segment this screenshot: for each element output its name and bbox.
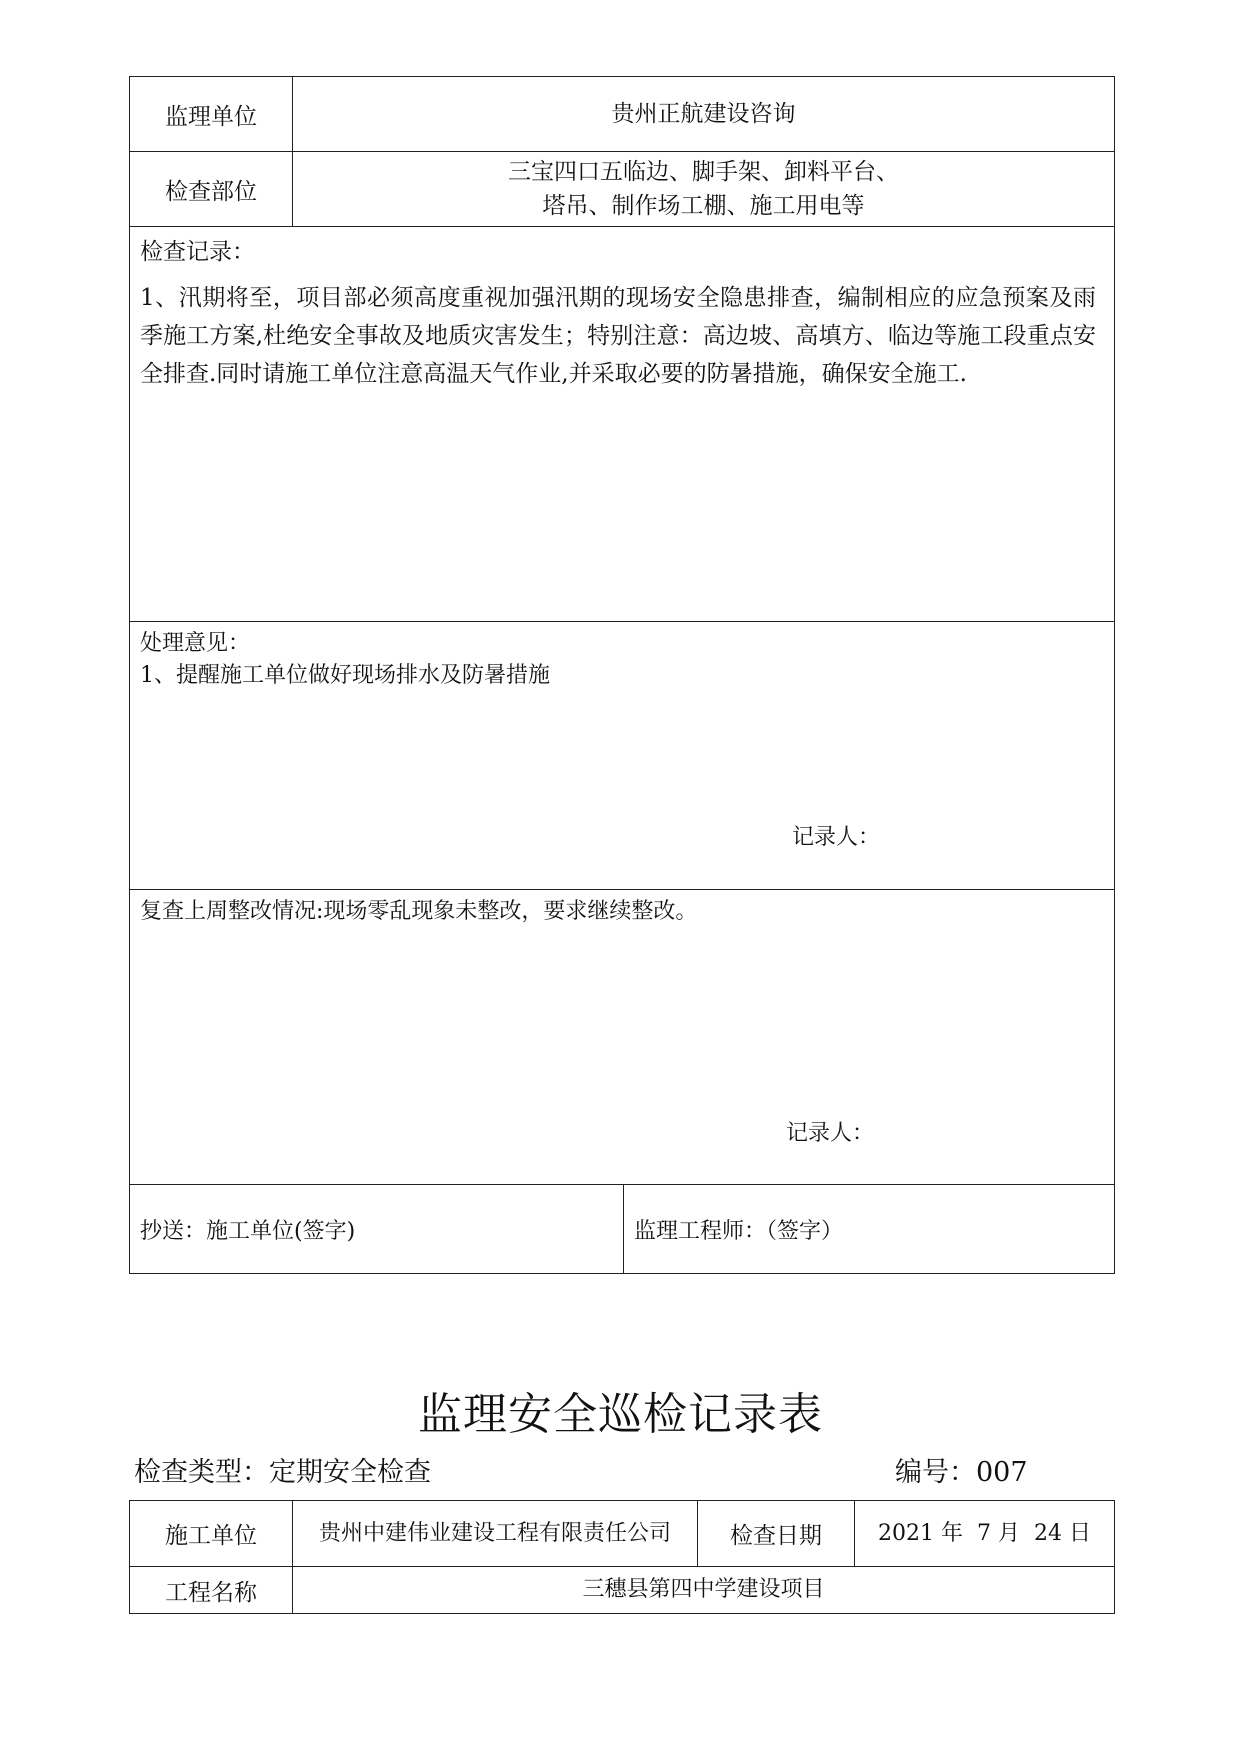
inspection-record-text: 1、汛期将至，项目部必须高度重视加强汛期的现场安全隐患排查，编制相应的应急预案及雨季施工方案,杜绝安全事故及地质灾害发生；特别注意：高边坡、高填方、临边等施工段重点安全排查.同时请施工单位注意高温天气作业,并采取必要的防暑措施，确保安全施工.: [140, 285, 1096, 387]
cc-signature-cell: 抄送：施工单位(签字): [130, 1185, 624, 1274]
inspection-record-heading: 检查记录：: [140, 239, 255, 265]
inspection-header-table: [129, 1500, 1115, 1614]
inspection-area-line-1: 三宝四口五临边、脚手架、卸料平台、: [508, 159, 899, 185]
project-name-value: 三穗县第四中学建设项目: [293, 1567, 1115, 1614]
construction-unit-value: 贵州中建伟业建设工程有限责任公司: [293, 1501, 698, 1567]
review-text: 复查上周整改情况:现场零乱现象未整改，要求继续整改。: [140, 899, 698, 924]
supervisor-unit-label: 监理单位: [130, 77, 293, 152]
inspection-record-section: [130, 227, 1115, 622]
handling-opinion-section: [130, 622, 1115, 890]
handling-opinion-item-1: 1、提醒施工单位做好现场排水及防暑措施: [140, 663, 550, 688]
review-recorder: 记录人：: [786, 1121, 875, 1146]
review-section: [130, 890, 1115, 1185]
inspection-area-value: [293, 152, 1115, 227]
inspection-detail-table: [129, 76, 1115, 1274]
inspection-type: 检查类型：定期安全检查: [134, 1457, 431, 1488]
inspection-area-line-2: 塔吊、制作场工棚、施工用电等: [542, 193, 865, 219]
engineer-signature-cell: 监理工程师：（签字）: [624, 1185, 1115, 1274]
handling-opinion-heading: 处理意见：: [140, 631, 251, 656]
inspection-date-value: 2021 年 7 月 24 日: [855, 1501, 1115, 1567]
project-name-label: 工程名称: [130, 1567, 293, 1614]
document-number: 编号：007: [895, 1457, 1028, 1488]
inspection-date-label: 检查日期: [698, 1501, 855, 1567]
handling-opinion-recorder: 记录人：: [792, 825, 881, 850]
supervisor-unit-value: 贵州正航建设咨询: [293, 77, 1115, 152]
construction-unit-label: 施工单位: [130, 1501, 293, 1567]
document-title: 监理安全巡检记录表: [418, 1389, 823, 1440]
inspection-area-label: 检查部位: [130, 152, 293, 227]
